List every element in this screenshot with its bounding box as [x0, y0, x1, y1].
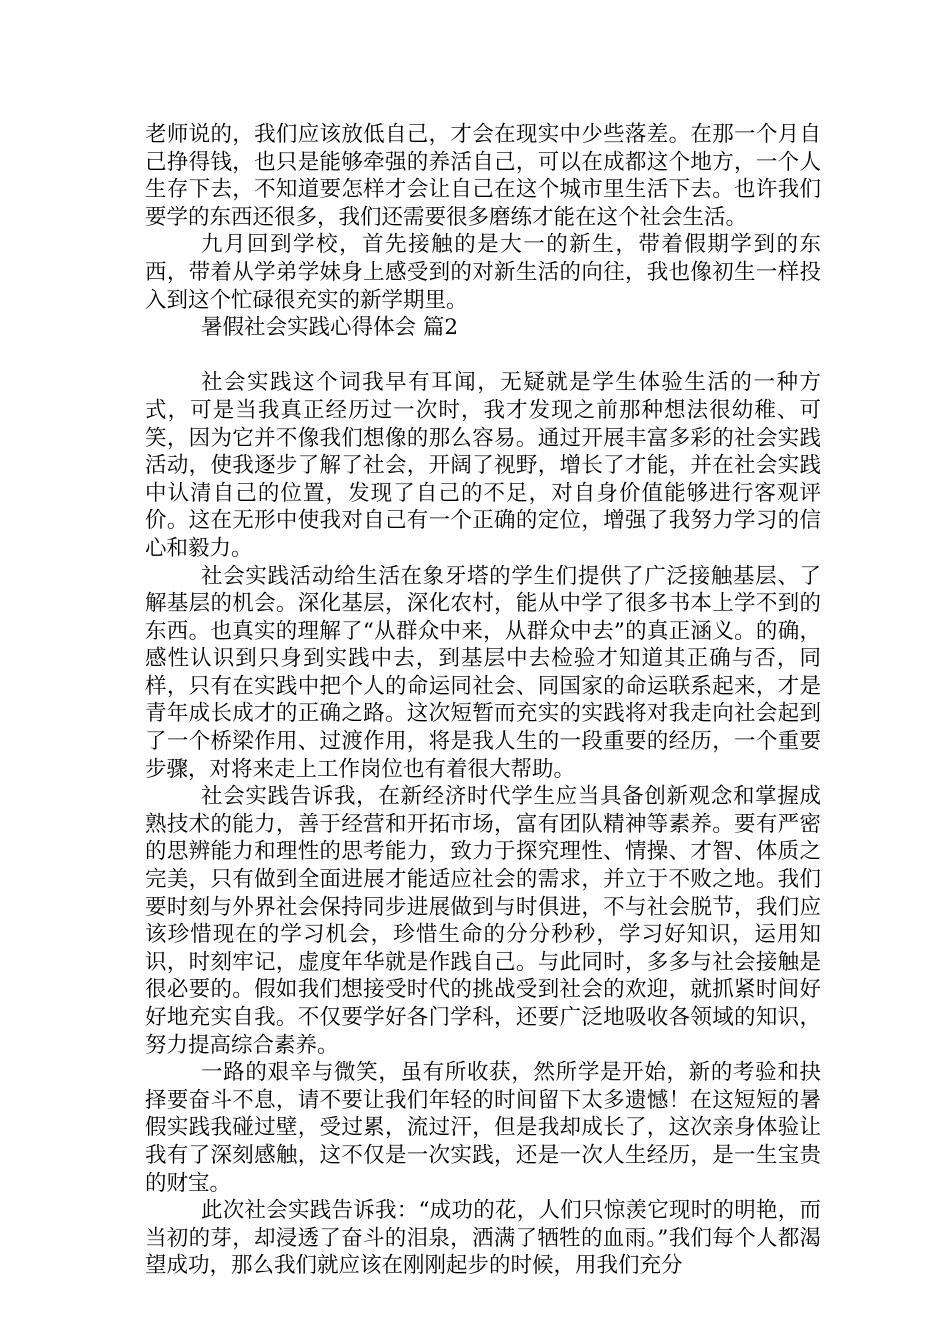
paragraph-continuation: 老师说的，我们应该放低自己，才会在现实中少些落差。在那一个月自己挣得钱，也只是能够牵强的养活自己，可以在成都这个地方，一个人生存下去，不知道要怎样才会让自己在这个城市里生活下去。也许我们要学的东西还很多，我们还需要很多磨练才能在这个社会生活。 [145, 122, 821, 230]
section-heading: 暑假社会实践心得体会 篇2 [201, 315, 459, 341]
document-page [145, 121, 821, 1280]
paragraph-body: 一路的艰辛与微笑，虽有所收获，然所学是开始，新的考验和抉择要奋斗不息，请不要让我们年轻的时间留下太多遗憾！在这短短的暑假实践我碰过壁，受过累，流过汗，但是我却成长了，这次亲身体验让我有了深刻感触，这不仅是一次实践，还是一次人生经历，是一生宝贵的财宝。 [145, 1060, 821, 1196]
paragraph-return-to-school: 九月回到学校，首先接触的是大一的新生，带着假期学到的东西，带着从学弟学妹身上感受到的对新生活的向往，我也像初生一样投入到这个忙碌很充实的新学期里。 [145, 232, 821, 313]
blank-line [145, 342, 821, 370]
paragraph-body: 此次社会实践告诉我：“成功的花，人们只惊羡它现时的明艳，而当初的芽，却浸透了奋斗的泪泉，洒满了牺牲的血雨。”我们每个人都渴望成功，那么我们就应该在刚刚起步的时候，用我们充分 [145, 1198, 821, 1279]
paragraph-body: 社会实践活动给生活在象牙塔的学生们提供了广泛接触基层、了解基层的机会。深化基层，深化农村，能从中学了很多书本上学不到的东西。也真实的理解了“从群众中来，从群众中去”的真正涵义。的确，感性认识到只身到实践中去，到基层中去检验才知道其正确与否，同样，只有在实践中把个人的命运同社会、同国家的命运联系起来，才是青年成长成才的正确之路。这次短暂而充实的实践将对我走向社会起到了一个桥梁作用、过渡作用，将是我人生的一段重要的经历，一个重要步骤，对将来走上工作岗位也有着很大帮助。 [145, 563, 821, 782]
paragraph-body: 社会实践告诉我，在新经济时代学生应当具备创新观念和掌握成熟技术的能力，善于经营和开拓市场，富有团队精神等素养。要有严密的思辨能力和理性的思考能力，致力于探究理性、情操、才智、体质之完美，只有做到全面进展才能适应社会的需求，并立于不败之地。我们要时刻与外界社会保持同步进展做到与时俱进，不与社会脱节，我们应该珍惜现在的学习机会，珍惜生命的分分秒秒，学习好知识，运用知识，时刻牢记，虚度年华就是作践自己。与此同时，多多与社会接触是很必要的。假如我们想接受时代的挑战受到社会的欢迎，就抓紧时间好好地充实自我。不仅要学好各门学科，还要广泛地吸收各领域的知识，努力提高综合素养。 [145, 784, 821, 1058]
paragraph-body: 社会实践这个词我早有耳闻，无疑就是学生体验生活的一种方式，可是当我真正经历过一次时，我才发现之前那种想法很幼稚、可笑，因为它并不像我们想像的那么容易。通过开展丰富多彩的社会实践活动，使我逐步了解了社会，开阔了视野，增长了才能，并在社会实践中认清自己的位置，发现了自己的不足，对自身价值能够进行客观评价。这在无形中使我对自己有一个正确的定位，增强了我努力学习的信心和毅力。 [145, 370, 821, 561]
